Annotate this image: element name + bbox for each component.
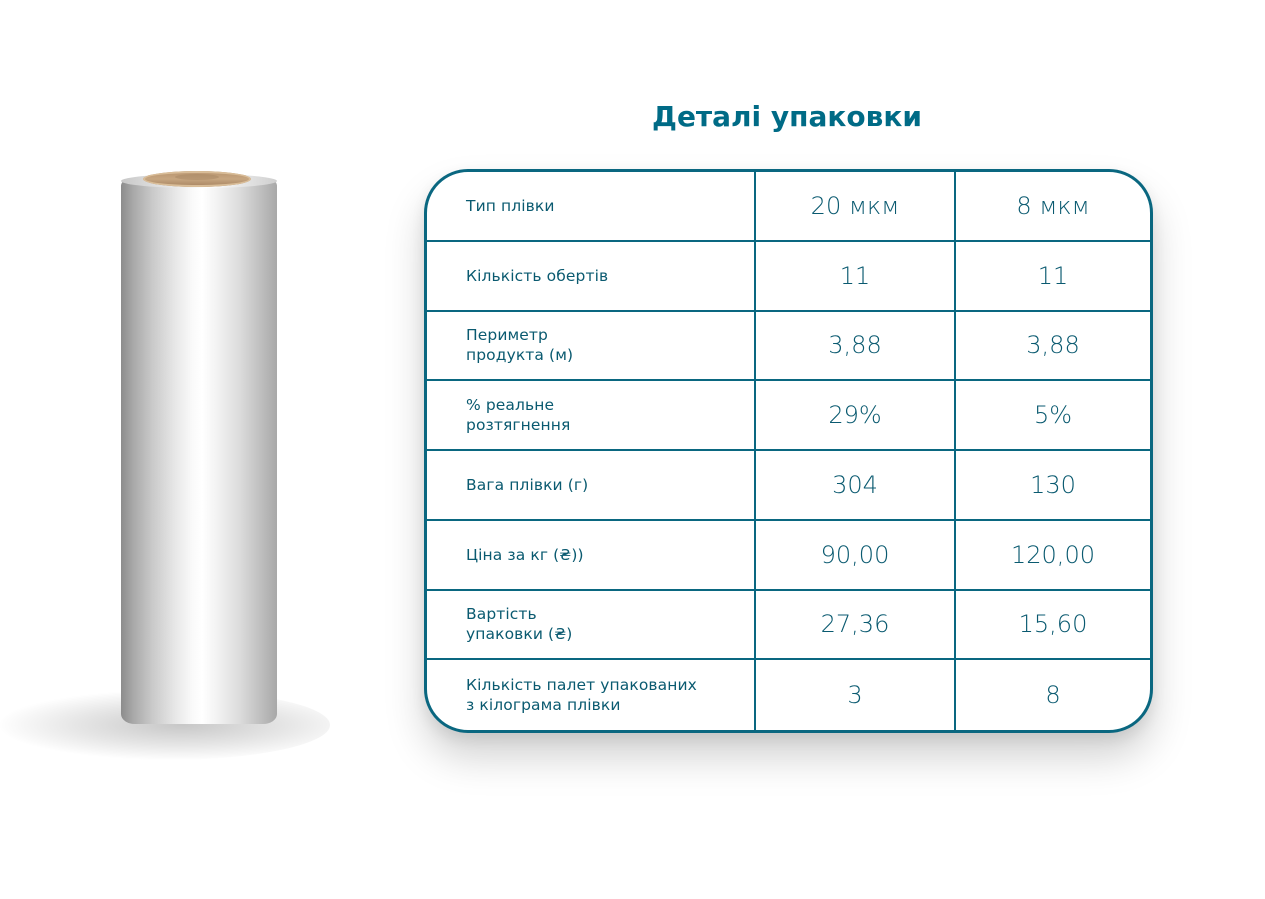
- row-value-20mkm: 29%: [756, 381, 956, 451]
- roll-core: [143, 171, 251, 187]
- row-value-8mkm: 120,00: [956, 521, 1150, 591]
- row-label: Вартість упаковки (₴): [427, 591, 756, 661]
- header-label-cell: Тип плівки: [427, 172, 756, 242]
- row-label: Периметр продукта (м): [427, 312, 756, 382]
- row-label: % реальне розтягнення: [427, 381, 756, 451]
- page-title: Деталі упаковки: [652, 100, 922, 133]
- row-value-8mkm: 130: [956, 451, 1150, 521]
- row-value-8mkm: 5%: [956, 381, 1150, 451]
- row-value-8mkm: 8: [1045, 681, 1061, 710]
- row-value-20mkm: 27,36: [756, 591, 956, 661]
- row-label: Кількість обертів: [427, 242, 756, 312]
- header-col1-cell: 20 мкм: [756, 172, 956, 242]
- header-col2-cell: 8 мкм: [956, 172, 1150, 242]
- row-value-20mkm: 3,88: [756, 312, 956, 382]
- roll-body: [121, 180, 277, 724]
- row-label: Ціна за кг (₴)): [427, 521, 756, 591]
- table-grid: [427, 172, 1150, 730]
- row-label: Вага плівки (г): [427, 451, 756, 521]
- row-value-20mkm: 3: [756, 660, 956, 730]
- packaging-details-table: [424, 169, 1153, 733]
- row-value-8mkm: 3,88: [956, 312, 1150, 382]
- roll-core-hole: [175, 174, 219, 180]
- row-value-20mkm: 11: [756, 242, 956, 312]
- row-value-20mkm: 304: [756, 451, 956, 521]
- row-value-8mkm: 15,60: [956, 591, 1150, 661]
- row-value-20mkm: 90,00: [756, 521, 956, 591]
- row-value-8mkm: 11: [956, 242, 1150, 312]
- row-label: Кількість палет упакованих з кілограма плівки: [427, 660, 756, 730]
- stretch-film-roll-image: [121, 174, 277, 730]
